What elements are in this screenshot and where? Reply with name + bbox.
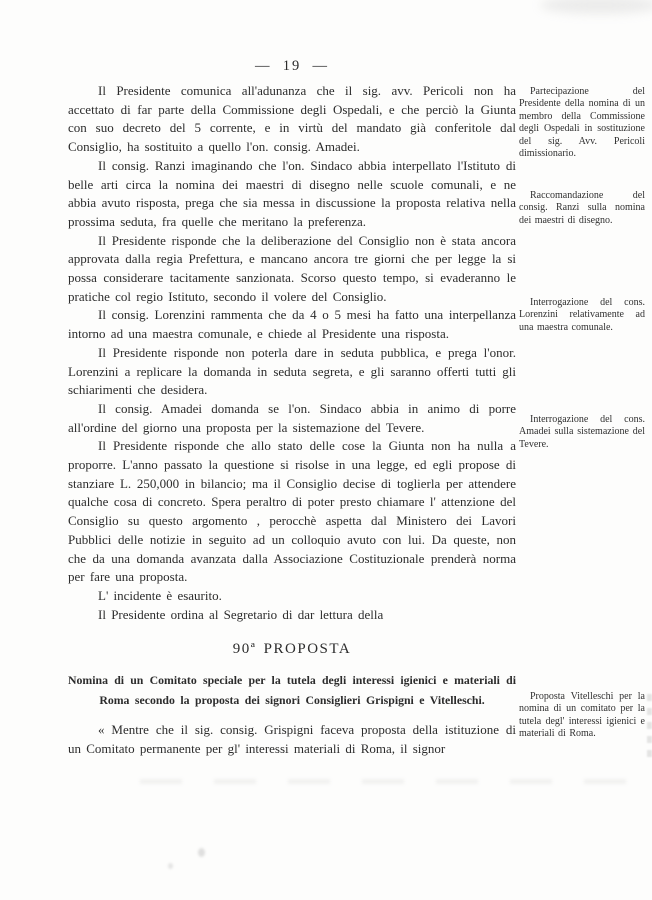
paragraph-consig-lorenzini: Il consig. Lorenzini rammenta che da 4 o 5 mesi ha fatto una interpellanza intorno ad una maestra comunale, e chiede al Presidente una risposta. xyxy=(68,307,516,342)
scan-artifact-speck xyxy=(168,863,173,869)
paragraph-president-seduta-segreta: Il Presidente risponde non poterla dare in seduta pubblica, e prega l'onor. Lorenzini a replicare la domanda in seduta segreta, e gli saranno offerti tutti gli schiarimenti che desidera. xyxy=(68,344,516,398)
paragraph-incidente-esaurito: L' incidente è esaurito. xyxy=(98,587,222,603)
paragraph-consig-ranzi: Il consig. Ranzi imaginando che l'on. Sindaco abbia interpellato l'Istituto di belle arti circa la nomina dei maestri di disegno nelle scuole comunali, e ne abbia avuto risposta, prega che sia messa in discussione la proposta relativa nella prossima seduta, fra quelle che meritano la preferenza. xyxy=(68,157,516,229)
margin-note-raccomandazione: Raccomandazione del consig. Ranzi sulla nomina dei maestri di disegno. xyxy=(519,190,645,226)
margin-note-partecipazione: Partecipazione del Presidente della nomina di un membro della Commissione degli Ospedali in sostituzione del sig. Avv. Pericoli dimissionario. xyxy=(519,86,645,160)
proposal-heading: 90ª PROPOSTA xyxy=(232,641,352,658)
proposal-subheading: Nomina di un Comitato speciale per la tutela degli interessi igienici e materiali di Roma secondo la proposta dei signori Consiglieri Grispigni e Vitelleschi. xyxy=(68,673,516,707)
main-text-column xyxy=(68,82,516,759)
margin-note-interrogazione-lorenzini: Interrogazione del cons. Lorenzini relativamente ad una maestra comunale. xyxy=(519,297,645,333)
margin-notes-column xyxy=(519,0,645,900)
margin-note-proposta-vitelleschi: Proposta Vitelleschi per la nomina di un comitato per la tutela degl' interessi igienici e materiali di Roma. xyxy=(519,691,645,740)
scan-artifact-speck xyxy=(198,848,205,857)
paragraph-president-tevere: Il Presidente risponde che allo stato delle cose la Giunta non ha nulla a proporre. L'anno passato la questione si risolse in una legge, ed egli propose di stanziare L. 250,000 in bilancio; ma il Consiglio decise di toglierla per attendere qualche cosa di concreto. Spera peraltro di poter presto chiamare l' attenzione del Consiglio su questo argomento , perocchè aspetta dal Ministero dei Lavori Pubblici delle notizie in seguito ad un colloquio avuto con lui. Da queste, non che da una domanda avanzata dalla Associazione Costituzionale prenderà norma per fare una proposta. xyxy=(68,438,516,585)
paragraph-consig-amadei: Il consig. Amadei domanda se l'on. Sindaco abbia in animo di porre all'ordine del giorno una proposta per la sistemazione del Tevere. xyxy=(68,400,516,435)
paragraph-president-prefettura: Il Presidente risponde che la deliberazione del Consiglio non è stata ancora approvata dalla regia Prefettura, e mancano ancora tre giorni che per legge la si possa considerare tacitamente sanzionata. Scorso questo tempo, si evaderanno le pratiche col regio Istituto, secondo il volere del Consiglio. xyxy=(68,232,516,304)
paragraph-president-pericoli: Il Presidente comunica all'adunanza che il sig. avv. Pericoli non ha accettato di far parte della Commissione degli Ospedali, e che perciò la Giunta con suo decreto del 5 corrente, e in virtù del mandato già conferitole dal Consiglio, ha sostituito a quello l'on. consig. Amadei. xyxy=(68,83,516,155)
quote-paragraph: « Mentre che il sig. consig. Grispigni faceva proposta della istituzione di un Comitato permanente per gl' interessi materiali di Roma, il signor xyxy=(68,722,516,757)
margin-note-interrogazione-amadei: Interrogazione del cons. Amadei sulla sistemazione del Tevere. xyxy=(519,414,645,450)
scan-artifact-edge-bleed xyxy=(647,694,652,764)
paragraph-ordina-segretario: Il Presidente ordina al Segretario di dar lettura della xyxy=(98,606,384,622)
page-number: — 19 — xyxy=(255,58,329,74)
